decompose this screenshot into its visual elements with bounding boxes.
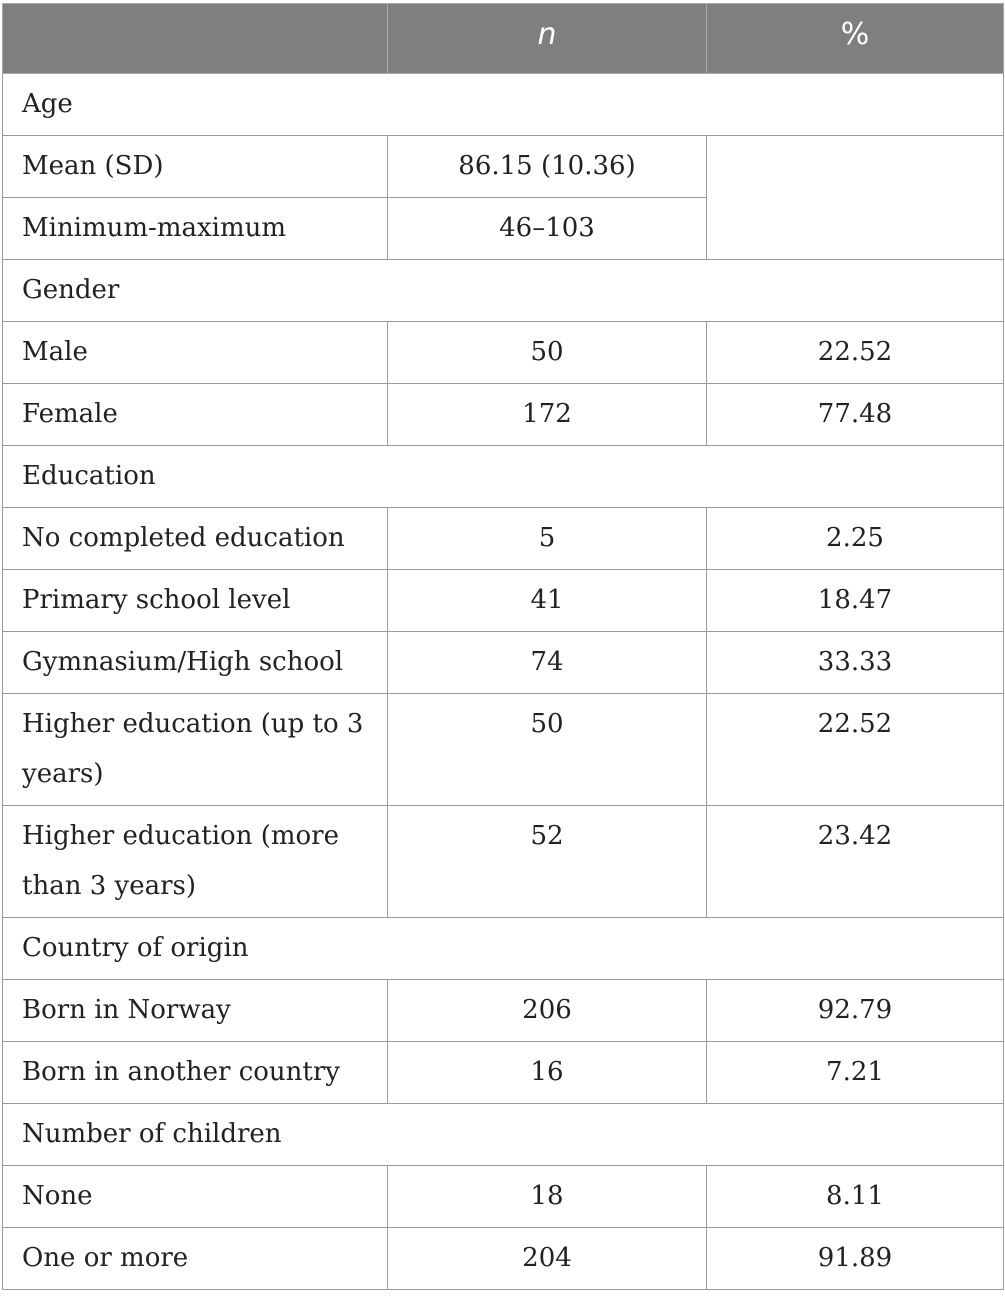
row-n: 18 [388, 1166, 707, 1228]
row-label: Mean (SD) [3, 136, 388, 198]
row-pct: 8.11 [707, 1166, 1004, 1228]
section-title: Age [3, 74, 1004, 136]
table-row [3, 1228, 1004, 1290]
section-title: Country of origin [3, 918, 1004, 980]
row-label: Higher education (more than 3 years) [3, 806, 388, 918]
section-row-education [3, 446, 1004, 508]
row-label: Gymnasium/High school [3, 632, 388, 694]
row-label: Born in another country [3, 1042, 388, 1104]
table-row [3, 1042, 1004, 1104]
table-row [3, 694, 1004, 806]
row-label: Male [3, 322, 388, 384]
table-row [3, 322, 1004, 384]
row-n: 206 [388, 980, 707, 1042]
header-n: n [388, 4, 707, 74]
row-pct: 22.52 [707, 694, 1004, 806]
row-n: 16 [388, 1042, 707, 1104]
row-label: Female [3, 384, 388, 446]
header-percent: % [707, 4, 1004, 74]
row-label: No completed education [3, 508, 388, 570]
row-n: 46–103 [388, 198, 707, 260]
row-label: None [3, 1166, 388, 1228]
row-pct: 77.48 [707, 384, 1004, 446]
section-row-children [3, 1104, 1004, 1166]
row-label: Higher education (up to 3 years) [3, 694, 388, 806]
row-n: 172 [388, 384, 707, 446]
row-pct: 2.25 [707, 508, 1004, 570]
table-header [3, 4, 1004, 74]
row-n: 41 [388, 570, 707, 632]
section-row-gender [3, 260, 1004, 322]
row-pct: 7.21 [707, 1042, 1004, 1104]
header-blank-cell [3, 4, 388, 74]
row-pct: 22.52 [707, 322, 1004, 384]
row-label: Primary school level [3, 570, 388, 632]
row-n: 5 [388, 508, 707, 570]
row-n: 204 [388, 1228, 707, 1290]
row-n: 50 [388, 322, 707, 384]
row-n: 74 [388, 632, 707, 694]
table-row [3, 570, 1004, 632]
row-label: One or more [3, 1228, 388, 1290]
row-pct: 92.79 [707, 980, 1004, 1042]
section-row-country [3, 918, 1004, 980]
row-n: 86.15 (10.36) [388, 136, 707, 198]
row-pct: 33.33 [707, 632, 1004, 694]
section-title: Number of children [3, 1104, 1004, 1166]
row-pct: 91.89 [707, 1228, 1004, 1290]
table-row [3, 1166, 1004, 1228]
table-row [3, 632, 1004, 694]
section-title: Gender [3, 260, 1004, 322]
table-row [3, 980, 1004, 1042]
table-row [3, 384, 1004, 446]
row-pct-merged [707, 136, 1004, 260]
row-n: 52 [388, 806, 707, 918]
table-row [3, 136, 1004, 198]
row-n: 50 [388, 694, 707, 806]
row-pct: 23.42 [707, 806, 1004, 918]
row-label: Born in Norway [3, 980, 388, 1042]
table-row [3, 508, 1004, 570]
table-row [3, 806, 1004, 918]
section-title: Education [3, 446, 1004, 508]
row-pct: 18.47 [707, 570, 1004, 632]
section-row-age [3, 74, 1004, 136]
row-label: Minimum-maximum [3, 198, 388, 260]
demographics-table [2, 3, 1004, 1290]
